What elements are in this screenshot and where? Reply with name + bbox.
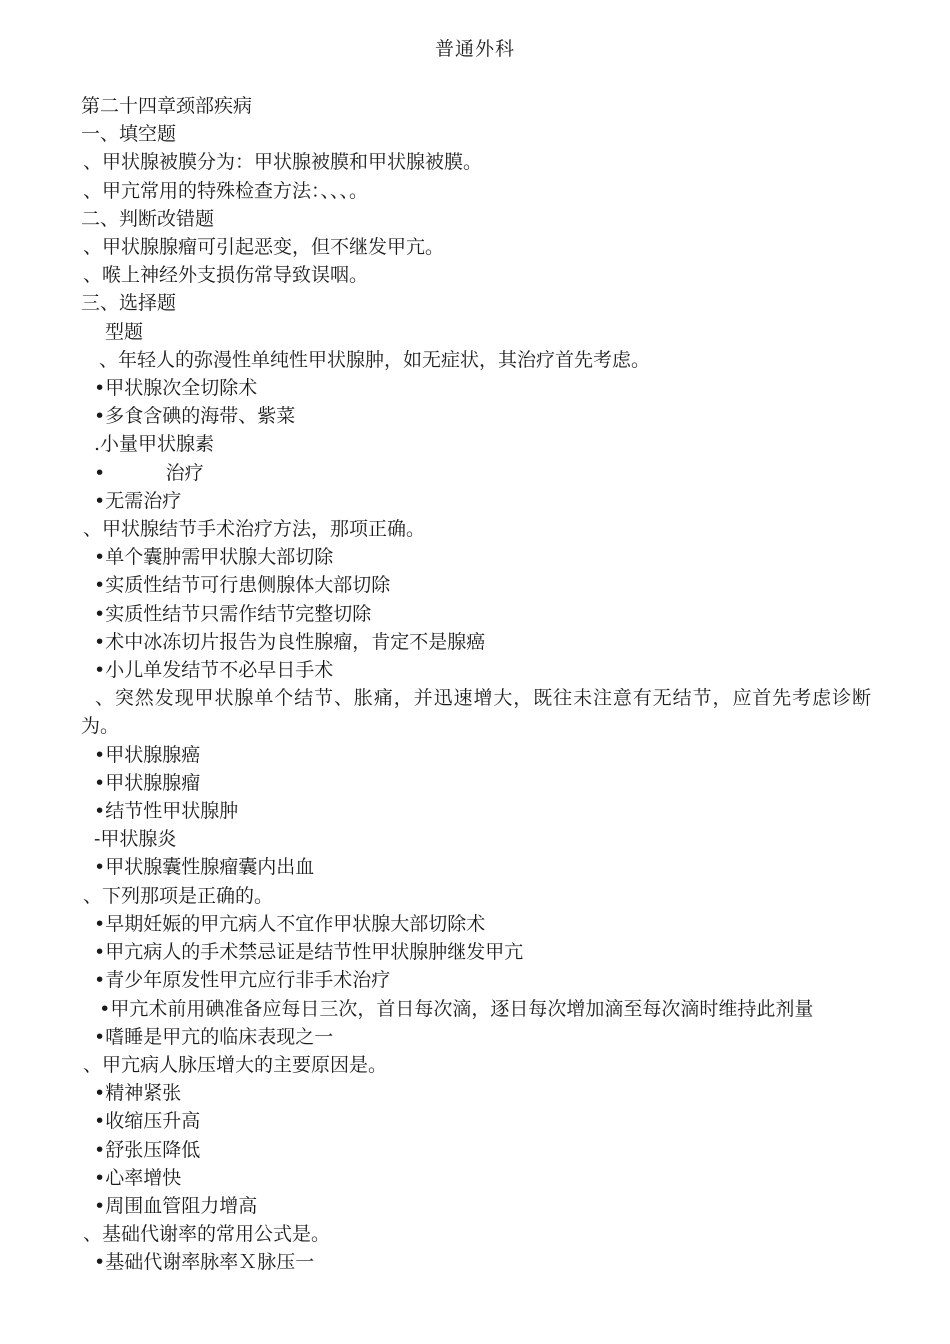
section-heading: 第二十四章颈部疾病 <box>81 95 253 117</box>
section-heading: 三、选择题 <box>81 292 177 315</box>
answer-option: •结节性甲状腺肿 <box>94 800 239 823</box>
question-text: 、喉上神经外支损伤常导致误咽。 <box>83 264 369 287</box>
answer-option: •甲亢病人的手术禁忌证是结节性甲状腺肿继发甲亢 <box>94 941 524 964</box>
document-body <box>81 92 871 1277</box>
answer-option: •心率增快 <box>94 1166 182 1189</box>
question-text: 、甲亢常用的特殊检查方法：、、、。 <box>83 179 369 202</box>
answer-option: .小量甲状腺素 <box>94 433 215 456</box>
answer-option: •小儿单发结节不必早日手术 <box>94 659 334 682</box>
question-text: 、突然发现甲状腺单个结节、胀痛，并迅速增大，既往未注意有无结节，应首先考虑诊断为。 <box>81 687 871 738</box>
answer-option: •实质性结节只需作结节完整切除 <box>94 602 372 625</box>
section-heading: 一、填空题 <box>81 123 177 146</box>
question-type-label: 型题 <box>105 320 144 343</box>
question-text: 、甲状腺结节手术治疗方法，那项正确。 <box>83 518 426 541</box>
answer-option: -甲状腺炎 <box>94 828 177 851</box>
answer-option: •甲状腺囊性腺瘤囊内出血 <box>94 856 315 879</box>
page-title: 普通外科 <box>434 38 515 60</box>
answer-option: •舒张压降低 <box>94 1138 201 1161</box>
answer-option: •收缩压升高 <box>94 1110 201 1133</box>
answer-option: •实质性结节可行患侧腺体大部切除 <box>94 574 391 597</box>
question-text: 、基础代谢率的常用公式是。 <box>83 1223 331 1246</box>
answer-option: •嗜睡是甲亢的临床表现之一 <box>94 1025 334 1048</box>
answer-option: •甲状腺腺癌 <box>94 743 201 766</box>
answer-option: •甲状腺腺瘤 <box>94 771 201 794</box>
answer-option: •无需治疗 <box>94 489 182 512</box>
question-text: •甲亢术前用碘准备应每日三次，首日每次滴，逐日每次增加滴至每次滴时维持此剂量 <box>81 997 814 1020</box>
answer-option: •甲状腺次全切除术 <box>94 377 258 400</box>
answer-option: • 治疗 <box>94 461 204 484</box>
answer-option: •精神紧张 <box>94 1082 182 1105</box>
answer-option: •基础代谢率脉率Ｘ脉压一 <box>94 1251 315 1274</box>
question-text: 、下列那项是正确的。 <box>83 884 274 907</box>
answer-option: •周围血管阻力增高 <box>94 1194 258 1217</box>
question-text: 、甲亢病人脉压增大的主要原因是。 <box>83 1053 388 1076</box>
question-text: 、甲状腺腺瘤可引起恶变，但不继发甲亢。 <box>83 236 445 259</box>
answer-option: •术中冰冻切片报告为良性腺瘤，肯定不是腺癌 <box>94 630 486 653</box>
section-heading: 二、判断改错题 <box>81 207 215 230</box>
answer-option: •单个囊肿需甲状腺大部切除 <box>94 546 334 569</box>
answer-option: •早期妊娠的甲亢病人不宜作甲状腺大部切除术 <box>94 912 486 935</box>
answer-option: •多食含碘的海带、紫菜 <box>94 405 296 428</box>
question-text: 、年轻人的弥漫性单纯性甲状腺肿，如无症状，其治疗首先考虑。 <box>99 348 651 371</box>
question-text: 、甲状腺被膜分为：甲状腺被膜和甲状腺被膜。 <box>83 151 483 174</box>
answer-option: •青少年原发性甲亢应行非手术治疗 <box>94 969 391 992</box>
